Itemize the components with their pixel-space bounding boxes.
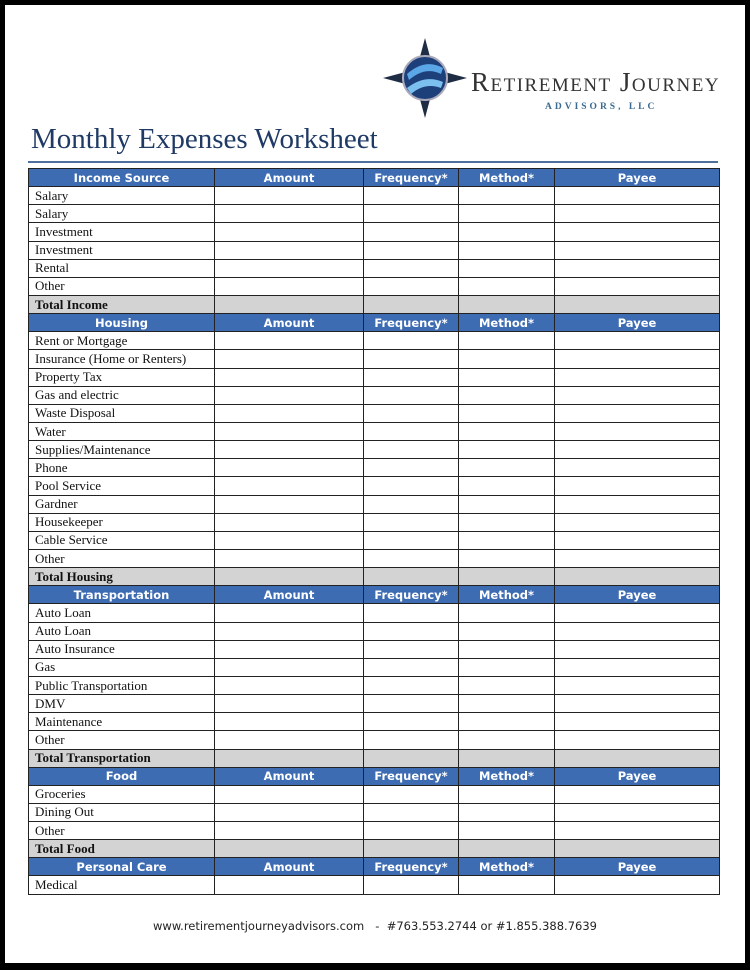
table-row bbox=[29, 549, 720, 567]
amount-cell[interactable] bbox=[215, 822, 364, 840]
amount-cell[interactable] bbox=[215, 477, 364, 495]
table-row bbox=[29, 658, 720, 676]
table-row bbox=[29, 695, 720, 713]
method-cell[interactable] bbox=[459, 876, 555, 894]
frequency-cell[interactable] bbox=[364, 785, 459, 803]
method-cell[interactable] bbox=[459, 259, 555, 277]
method-cell[interactable] bbox=[459, 422, 555, 440]
payee-cell[interactable] bbox=[555, 658, 720, 676]
frequency-cell[interactable] bbox=[364, 803, 459, 821]
amount-cell[interactable] bbox=[215, 731, 364, 749]
brand-subtitle: ADVISORS, LLC bbox=[545, 102, 658, 112]
frequency-cell[interactable] bbox=[364, 695, 459, 713]
method-cell[interactable] bbox=[459, 332, 555, 350]
row-label: Gas and electric bbox=[29, 386, 215, 404]
row-label: DMV bbox=[29, 695, 215, 713]
row-label: Waste Disposal bbox=[29, 404, 215, 422]
method-cell[interactable] bbox=[459, 277, 555, 295]
worksheet-page bbox=[5, 5, 745, 963]
amount-cell[interactable] bbox=[215, 676, 364, 694]
method-cell[interactable] bbox=[459, 640, 555, 658]
column-header: Payee bbox=[555, 858, 720, 876]
row-label: Other bbox=[29, 822, 215, 840]
payee-cell[interactable] bbox=[555, 549, 720, 567]
payee-cell[interactable] bbox=[555, 404, 720, 422]
amount-cell[interactable] bbox=[215, 568, 364, 586]
row-label: Other bbox=[29, 277, 215, 295]
total-label: Total Food bbox=[29, 840, 215, 858]
column-header: Frequency* bbox=[364, 314, 459, 332]
method-cell[interactable] bbox=[459, 568, 555, 586]
section-header: Income Source bbox=[29, 169, 215, 187]
column-header: Method* bbox=[459, 858, 555, 876]
column-header: Frequency* bbox=[364, 858, 459, 876]
method-cell[interactable] bbox=[459, 822, 555, 840]
payee-cell[interactable] bbox=[555, 459, 720, 477]
table-row bbox=[29, 640, 720, 658]
table-row bbox=[29, 713, 720, 731]
frequency-cell[interactable] bbox=[364, 404, 459, 422]
frequency-cell[interactable] bbox=[364, 223, 459, 241]
amount-cell[interactable] bbox=[215, 876, 364, 894]
row-label: Gas bbox=[29, 658, 215, 676]
row-label: Property Tax bbox=[29, 368, 215, 386]
column-header: Method* bbox=[459, 767, 555, 785]
frequency-cell[interactable] bbox=[364, 513, 459, 531]
frequency-cell[interactable] bbox=[364, 568, 459, 586]
amount-cell[interactable] bbox=[215, 622, 364, 640]
payee-cell[interactable] bbox=[555, 332, 720, 350]
payee-cell[interactable] bbox=[555, 676, 720, 694]
amount-cell[interactable] bbox=[215, 404, 364, 422]
section-header: Food bbox=[29, 767, 215, 785]
amount-cell[interactable] bbox=[215, 803, 364, 821]
frequency-cell[interactable] bbox=[364, 259, 459, 277]
amount-cell[interactable] bbox=[215, 695, 364, 713]
payee-cell[interactable] bbox=[555, 604, 720, 622]
payee-cell[interactable] bbox=[555, 695, 720, 713]
payee-cell[interactable] bbox=[555, 495, 720, 513]
column-header: Frequency* bbox=[364, 767, 459, 785]
row-label: Salary bbox=[29, 187, 215, 205]
table-row bbox=[29, 187, 720, 205]
page-title: Monthly Expenses Worksheet bbox=[31, 123, 378, 155]
method-cell[interactable] bbox=[459, 187, 555, 205]
row-label: Medical bbox=[29, 876, 215, 894]
payee-cell[interactable] bbox=[555, 640, 720, 658]
payee-cell[interactable] bbox=[555, 803, 720, 821]
table-row bbox=[29, 822, 720, 840]
row-label: Investment bbox=[29, 241, 215, 259]
column-header: Method* bbox=[459, 169, 555, 187]
brand-name: Retirement Journey bbox=[471, 67, 721, 97]
method-cell[interactable] bbox=[459, 695, 555, 713]
method-cell[interactable] bbox=[459, 713, 555, 731]
amount-cell[interactable] bbox=[215, 531, 364, 549]
frequency-cell[interactable] bbox=[364, 386, 459, 404]
payee-cell[interactable] bbox=[555, 205, 720, 223]
method-cell[interactable] bbox=[459, 803, 555, 821]
payee-cell[interactable] bbox=[555, 368, 720, 386]
table-row bbox=[29, 422, 720, 440]
column-header: Payee bbox=[555, 314, 720, 332]
table-row bbox=[29, 531, 720, 549]
row-label: Investment bbox=[29, 223, 215, 241]
column-header: Amount bbox=[215, 314, 364, 332]
frequency-cell[interactable] bbox=[364, 749, 459, 767]
title-divider bbox=[28, 161, 718, 163]
frequency-cell[interactable] bbox=[364, 822, 459, 840]
column-header: Amount bbox=[215, 767, 364, 785]
row-label: Gardner bbox=[29, 495, 215, 513]
row-label: Dining Out bbox=[29, 803, 215, 821]
table-row bbox=[29, 441, 720, 459]
method-cell[interactable] bbox=[459, 404, 555, 422]
row-label: Auto Insurance bbox=[29, 640, 215, 658]
method-cell[interactable] bbox=[459, 531, 555, 549]
table-row bbox=[29, 477, 720, 495]
table-row bbox=[29, 785, 720, 803]
payee-cell[interactable] bbox=[555, 295, 720, 313]
frequency-cell[interactable] bbox=[364, 640, 459, 658]
row-label: Auto Loan bbox=[29, 622, 215, 640]
method-cell[interactable] bbox=[459, 295, 555, 313]
method-cell[interactable] bbox=[459, 840, 555, 858]
amount-cell[interactable] bbox=[215, 713, 364, 731]
frequency-cell[interactable] bbox=[364, 205, 459, 223]
total-row bbox=[29, 295, 720, 313]
frequency-cell[interactable] bbox=[364, 477, 459, 495]
method-cell[interactable] bbox=[459, 495, 555, 513]
amount-cell[interactable] bbox=[215, 840, 364, 858]
method-cell[interactable] bbox=[459, 205, 555, 223]
payee-cell[interactable] bbox=[555, 531, 720, 549]
payee-cell[interactable] bbox=[555, 259, 720, 277]
table-row bbox=[29, 495, 720, 513]
frequency-cell[interactable] bbox=[364, 277, 459, 295]
column-header: Payee bbox=[555, 767, 720, 785]
column-header: Frequency* bbox=[364, 586, 459, 604]
frequency-cell[interactable] bbox=[364, 368, 459, 386]
frequency-cell[interactable] bbox=[364, 731, 459, 749]
frequency-cell[interactable] bbox=[364, 604, 459, 622]
payee-cell[interactable] bbox=[555, 822, 720, 840]
row-label: Maintenance bbox=[29, 713, 215, 731]
method-cell[interactable] bbox=[459, 386, 555, 404]
section-header: Housing bbox=[29, 314, 215, 332]
section-header: Personal Care bbox=[29, 858, 215, 876]
frequency-cell[interactable] bbox=[364, 676, 459, 694]
table-row bbox=[29, 622, 720, 640]
method-cell[interactable] bbox=[459, 604, 555, 622]
amount-cell[interactable] bbox=[215, 658, 364, 676]
payee-cell[interactable] bbox=[555, 840, 720, 858]
amount-cell[interactable] bbox=[215, 205, 364, 223]
table-row bbox=[29, 350, 720, 368]
amount-cell[interactable] bbox=[215, 459, 364, 477]
payee-cell[interactable] bbox=[555, 441, 720, 459]
total-label: Total Income bbox=[29, 295, 215, 313]
table-row bbox=[29, 332, 720, 350]
method-cell[interactable] bbox=[459, 477, 555, 495]
table-row bbox=[29, 205, 720, 223]
amount-cell[interactable] bbox=[215, 640, 364, 658]
row-label: Pool Service bbox=[29, 477, 215, 495]
table-row bbox=[29, 459, 720, 477]
method-cell[interactable] bbox=[459, 549, 555, 567]
amount-cell[interactable] bbox=[215, 785, 364, 803]
frequency-cell[interactable] bbox=[364, 531, 459, 549]
frequency-cell[interactable] bbox=[364, 658, 459, 676]
column-header: Amount bbox=[215, 586, 364, 604]
frequency-cell[interactable] bbox=[364, 422, 459, 440]
amount-cell[interactable] bbox=[215, 295, 364, 313]
amount-cell[interactable] bbox=[215, 549, 364, 567]
amount-cell[interactable] bbox=[215, 495, 364, 513]
section-header-row bbox=[29, 858, 720, 876]
payee-cell[interactable] bbox=[555, 713, 720, 731]
payee-cell[interactable] bbox=[555, 731, 720, 749]
amount-cell[interactable] bbox=[215, 422, 364, 440]
table-row bbox=[29, 876, 720, 894]
frequency-cell[interactable] bbox=[364, 459, 459, 477]
row-label: Phone bbox=[29, 459, 215, 477]
footer-separator: - bbox=[375, 919, 380, 933]
payee-cell[interactable] bbox=[555, 187, 720, 205]
table-row bbox=[29, 241, 720, 259]
row-label: Other bbox=[29, 731, 215, 749]
method-cell[interactable] bbox=[459, 676, 555, 694]
amount-cell[interactable] bbox=[215, 368, 364, 386]
column-header: Payee bbox=[555, 586, 720, 604]
payee-cell[interactable] bbox=[555, 785, 720, 803]
amount-cell[interactable] bbox=[215, 187, 364, 205]
row-label: Salary bbox=[29, 205, 215, 223]
payee-cell[interactable] bbox=[555, 277, 720, 295]
total-row bbox=[29, 749, 720, 767]
total-label: Total Transportation bbox=[29, 749, 215, 767]
row-label: Public Transportation bbox=[29, 676, 215, 694]
payee-cell[interactable] bbox=[555, 622, 720, 640]
method-cell[interactable] bbox=[459, 350, 555, 368]
footer-website: www.retirementjourneyadvisors.com bbox=[153, 919, 365, 933]
amount-cell[interactable] bbox=[215, 223, 364, 241]
amount-cell[interactable] bbox=[215, 749, 364, 767]
section-header-row bbox=[29, 586, 720, 604]
method-cell[interactable] bbox=[459, 441, 555, 459]
table-row bbox=[29, 604, 720, 622]
table-row bbox=[29, 676, 720, 694]
payee-cell[interactable] bbox=[555, 749, 720, 767]
table-row bbox=[29, 386, 720, 404]
payee-cell[interactable] bbox=[555, 350, 720, 368]
table-row bbox=[29, 259, 720, 277]
method-cell[interactable] bbox=[459, 749, 555, 767]
section-header-row bbox=[29, 169, 720, 187]
method-cell[interactable] bbox=[459, 731, 555, 749]
row-label: Water bbox=[29, 422, 215, 440]
row-label: Cable Service bbox=[29, 531, 215, 549]
frequency-cell[interactable] bbox=[364, 840, 459, 858]
frequency-cell[interactable] bbox=[364, 187, 459, 205]
section-header: Transportation bbox=[29, 586, 215, 604]
amount-cell[interactable] bbox=[215, 441, 364, 459]
footer-phone: #763.553.2744 or #1.855.388.7639 bbox=[386, 919, 597, 933]
row-label: Housekeeper bbox=[29, 513, 215, 531]
amount-cell[interactable] bbox=[215, 241, 364, 259]
amount-cell[interactable] bbox=[215, 513, 364, 531]
payee-cell[interactable] bbox=[555, 422, 720, 440]
row-label: Supplies/Maintenance bbox=[29, 441, 215, 459]
column-header: Method* bbox=[459, 586, 555, 604]
row-label: Auto Loan bbox=[29, 604, 215, 622]
method-cell[interactable] bbox=[459, 459, 555, 477]
expenses-table bbox=[28, 168, 720, 895]
frequency-cell[interactable] bbox=[364, 495, 459, 513]
payee-cell[interactable] bbox=[555, 386, 720, 404]
payee-cell[interactable] bbox=[555, 223, 720, 241]
method-cell[interactable] bbox=[459, 513, 555, 531]
method-cell[interactable] bbox=[459, 658, 555, 676]
row-label: Rental bbox=[29, 259, 215, 277]
table-row bbox=[29, 513, 720, 531]
frequency-cell[interactable] bbox=[364, 241, 459, 259]
payee-cell[interactable] bbox=[555, 241, 720, 259]
column-header: Payee bbox=[555, 169, 720, 187]
payee-cell[interactable] bbox=[555, 513, 720, 531]
table-row bbox=[29, 803, 720, 821]
column-header: Amount bbox=[215, 169, 364, 187]
frequency-cell[interactable] bbox=[364, 295, 459, 313]
total-label: Total Housing bbox=[29, 568, 215, 586]
frequency-cell[interactable] bbox=[364, 441, 459, 459]
amount-cell[interactable] bbox=[215, 332, 364, 350]
section-header-row bbox=[29, 767, 720, 785]
method-cell[interactable] bbox=[459, 241, 555, 259]
table-row bbox=[29, 223, 720, 241]
table-row bbox=[29, 731, 720, 749]
total-row bbox=[29, 840, 720, 858]
method-cell[interactable] bbox=[459, 223, 555, 241]
frequency-cell[interactable] bbox=[364, 876, 459, 894]
row-label: Insurance (Home or Renters) bbox=[29, 350, 215, 368]
table-row bbox=[29, 277, 720, 295]
table-row bbox=[29, 368, 720, 386]
table-row bbox=[29, 404, 720, 422]
frequency-cell[interactable] bbox=[364, 350, 459, 368]
row-label: Groceries bbox=[29, 785, 215, 803]
section-header-row bbox=[29, 314, 720, 332]
amount-cell[interactable] bbox=[215, 604, 364, 622]
row-label: Other bbox=[29, 549, 215, 567]
payee-cell[interactable] bbox=[555, 876, 720, 894]
column-header: Method* bbox=[459, 314, 555, 332]
amount-cell[interactable] bbox=[215, 277, 364, 295]
column-header: Amount bbox=[215, 858, 364, 876]
frequency-cell[interactable] bbox=[364, 713, 459, 731]
amount-cell[interactable] bbox=[215, 350, 364, 368]
amount-cell[interactable] bbox=[215, 259, 364, 277]
column-header: Frequency* bbox=[364, 169, 459, 187]
frequency-cell[interactable] bbox=[364, 622, 459, 640]
payee-cell[interactable] bbox=[555, 568, 720, 586]
payee-cell[interactable] bbox=[555, 477, 720, 495]
total-row bbox=[29, 568, 720, 586]
method-cell[interactable] bbox=[459, 368, 555, 386]
footer bbox=[5, 919, 745, 933]
frequency-cell[interactable] bbox=[364, 549, 459, 567]
method-cell[interactable] bbox=[459, 785, 555, 803]
row-label: Rent or Mortgage bbox=[29, 332, 215, 350]
method-cell[interactable] bbox=[459, 622, 555, 640]
frequency-cell[interactable] bbox=[364, 332, 459, 350]
amount-cell[interactable] bbox=[215, 386, 364, 404]
